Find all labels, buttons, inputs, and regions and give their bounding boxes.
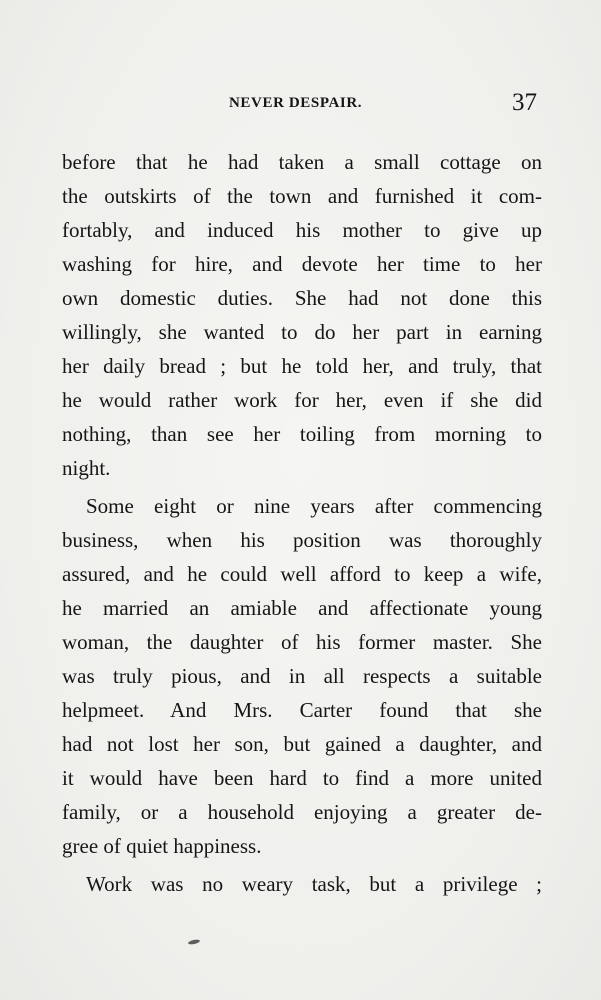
text-line: woman, the daughter of his former master. She bbox=[62, 630, 542, 654]
text-line: Some eight or nine years after commencing bbox=[86, 494, 542, 518]
text-line: he would rather work for her, even if she did bbox=[62, 388, 542, 412]
text-line: nothing, than see her toiling from morning to bbox=[62, 422, 542, 446]
text-line: the outskirts of the town and furnished it com- bbox=[62, 184, 542, 208]
paragraph bbox=[62, 145, 542, 485]
text-line: willingly, she wanted to do her part in earning bbox=[62, 320, 542, 344]
text-line: her daily bread ; but he told her, and truly, that bbox=[62, 354, 542, 378]
text-line: helpmeet. And Mrs. Carter found that she bbox=[62, 698, 542, 722]
text-line: gree of quiet happiness. bbox=[62, 834, 262, 858]
text-line: own domestic duties. She had not done this bbox=[62, 286, 542, 310]
text-line: business, when his position was thoroughly bbox=[62, 528, 542, 552]
text-line: it would have been hard to find a more united bbox=[62, 766, 542, 790]
text-line: had not lost her son, but gained a daughter, and bbox=[62, 732, 542, 756]
text-line: night. bbox=[62, 456, 111, 480]
text-line: fortably, and induced his mother to give up bbox=[62, 218, 542, 242]
paragraph bbox=[62, 489, 542, 863]
body-text bbox=[62, 145, 542, 901]
paragraph bbox=[62, 867, 542, 901]
running-head bbox=[0, 89, 601, 117]
text-line: assured, and he could well afford to keep a wife, bbox=[62, 562, 542, 586]
text-line: family, or a household enjoying a greater de- bbox=[62, 800, 542, 824]
page-number: 37 bbox=[512, 89, 537, 116]
text-line: before that he had taken a small cottage on bbox=[62, 150, 542, 174]
text-line: Work was no weary task, but a privilege ; bbox=[86, 872, 542, 896]
running-title: NEVER DESPAIR. bbox=[229, 95, 363, 111]
ink-smudge bbox=[188, 939, 201, 945]
text-line: he married an amiable and affectionate young bbox=[62, 596, 542, 620]
text-line: was truly pious, and in all respects a suitable bbox=[62, 664, 542, 688]
text-line: washing for hire, and devote her time to her bbox=[62, 252, 542, 276]
